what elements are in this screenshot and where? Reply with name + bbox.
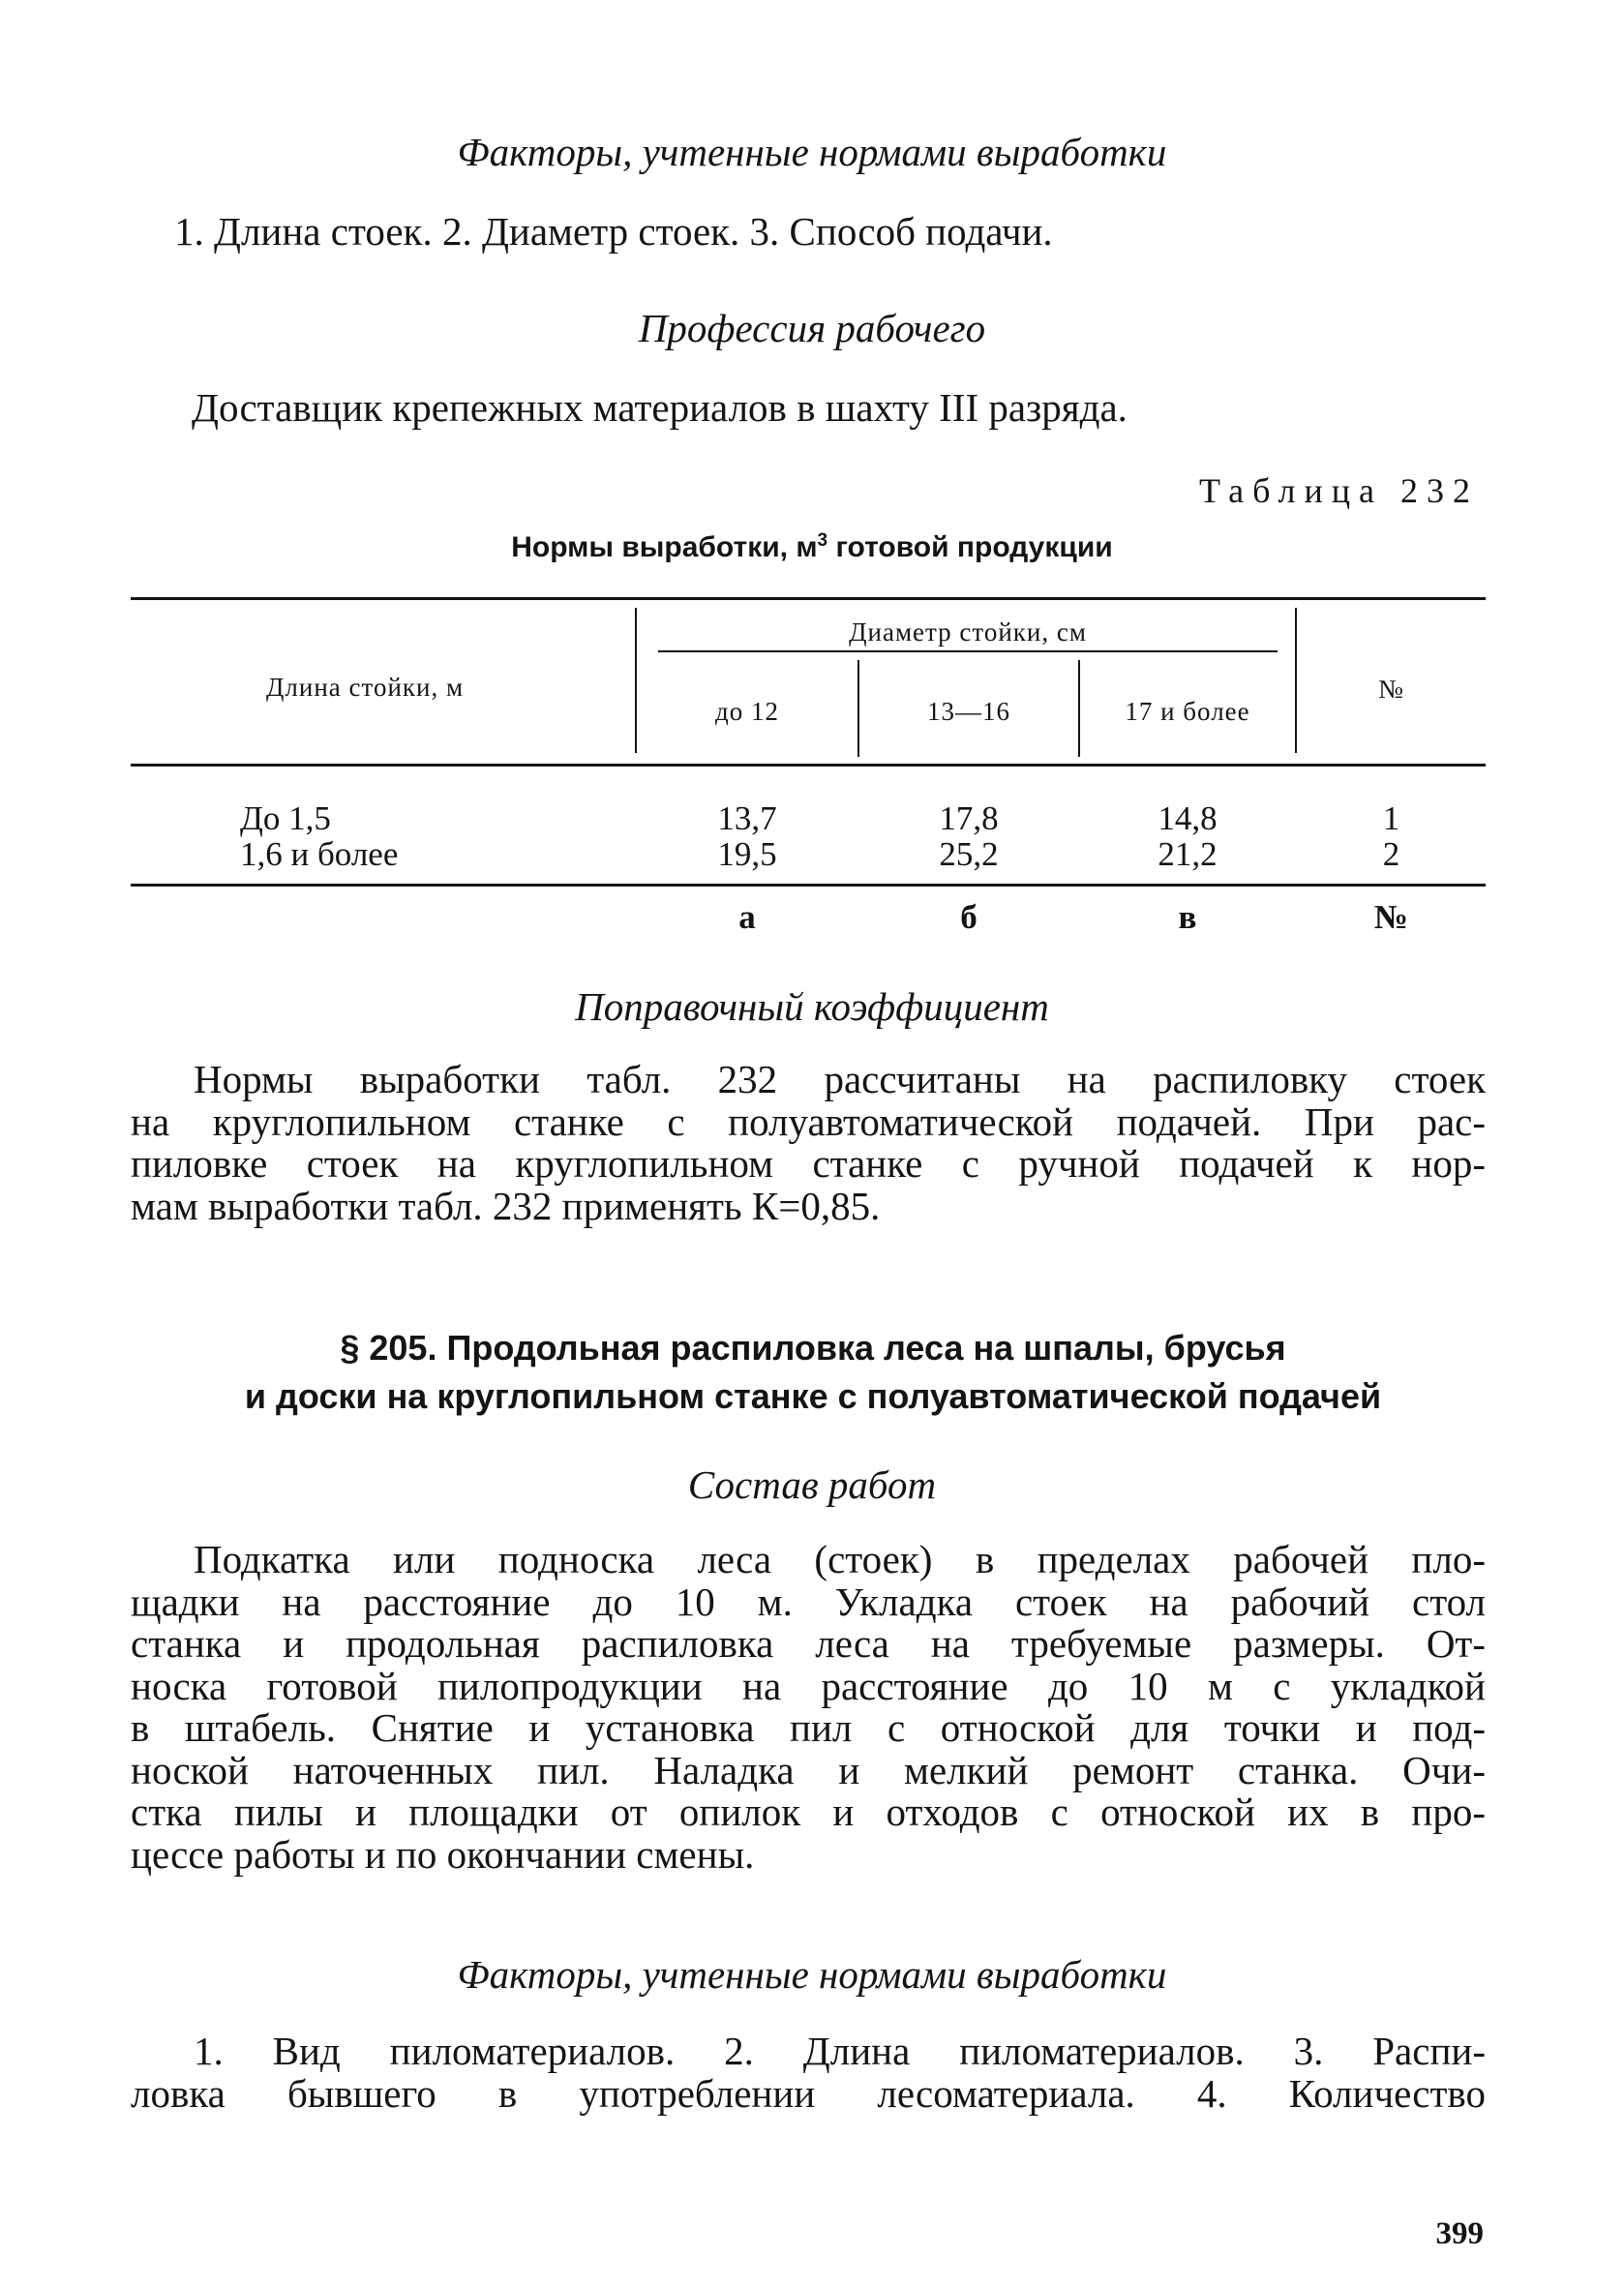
table-header-rule <box>131 764 1486 767</box>
table-caption-tail: готовой продукции <box>827 531 1113 563</box>
paragraph-line: ноской наточенных пил. Наладка и мелкий ремонт станка. Очи- <box>131 1747 1486 1792</box>
paragraph-line: цессе работы и по окончании смены. <box>131 1831 755 1877</box>
factors-heading-2: Факторы, учтенные нормами выработки <box>457 1952 1167 1997</box>
paragraph-line: в штабель. Снятие и установка пил с отноской для точки и под- <box>131 1705 1486 1750</box>
table-caption-text: Нормы выработки, м <box>511 531 818 563</box>
sub-header-col-c: 17 и более <box>1125 697 1250 726</box>
paragraph-line: Подкатка или подноска леса (стоек) в пределах рабочей пло- <box>194 1537 1486 1581</box>
row-number: 2 <box>1382 835 1400 873</box>
paragraph-line: станка и продольная распиловка леса на требуемые размеры. От- <box>131 1621 1486 1666</box>
factors-paragraph-2 <box>131 2031 1486 2115</box>
section-title <box>126 1324 1500 1421</box>
row-value-col-c: 14,8 <box>1158 799 1218 837</box>
coefficient-heading: Поправочный коэффициент <box>575 984 1049 1029</box>
factors-heading-1: Факторы, учтенные нормами выработки <box>457 130 1167 174</box>
section-title-line: и доски на круглопильном станке с полуавтоматической подачей <box>244 1376 1382 1416</box>
table-top-rule <box>131 597 1486 600</box>
paragraph-line: Нормы выработки табл. 232 рассчитаны на распиловку стоек <box>194 1057 1486 1101</box>
table-bottom-rule <box>131 884 1486 887</box>
page-number: 399 <box>1435 2216 1484 2251</box>
section-title-line: § 205. Продольная распиловка леса на шпалы, брусья <box>340 1328 1286 1368</box>
sub-header-col-b: 13—16 <box>927 697 1010 726</box>
paragraph-line: щадки на расстояние до 10 м. Укладка стоек на рабочий стол <box>131 1579 1486 1624</box>
column-letter-a: а <box>738 898 756 936</box>
factors-list-1: 1. Длина стоек. 2. Диаметр стоек. 3. Способ подачи. <box>174 209 1053 254</box>
row-length: До 1,5 <box>240 799 331 837</box>
diameter-underline <box>658 650 1278 652</box>
composition-heading: Состав работ <box>687 1462 937 1507</box>
paragraph-line: 1. Вид пиломатериалов. 2. Длина пиломатериалов. 3. Распи- <box>194 2029 1486 2073</box>
column-letter-number: № <box>1373 898 1409 936</box>
table-caption <box>0 530 1624 564</box>
paragraph-line: носка готовой пилопродукции на расстояние до 10 м с укладкой <box>131 1663 1486 1708</box>
profession-heading: Профессия рабочего <box>638 306 986 350</box>
row-number: 1 <box>1382 799 1400 837</box>
row-value-col-a: 19,5 <box>717 835 777 873</box>
sub-header-col-a: до 12 <box>715 697 779 726</box>
table-divider <box>635 608 637 753</box>
length-column-header: Длина стойки, м <box>266 673 465 702</box>
row-value-col-b: 25,2 <box>939 835 999 873</box>
profession-text: Доставщик крепежных материалов в шахту III разряда. <box>192 385 1128 430</box>
coefficient-paragraph <box>131 1059 1486 1227</box>
paragraph-line: пиловке стоек на круглопильном станке с ручной подачей к нор- <box>131 1141 1486 1186</box>
composition-paragraph <box>131 1539 1486 1876</box>
paragraph-line: стка пилы и площадки от опилок и отходов с отноской их в про- <box>131 1790 1486 1834</box>
paragraph-line: мам выработки табл. 232 применять К=0,85. <box>131 1183 881 1228</box>
row-value-col-b: 17,8 <box>939 799 999 837</box>
table-label: Таблица 232 <box>1199 471 1479 510</box>
diameter-column-header: Диаметр стойки, см <box>849 617 1087 647</box>
row-value-col-a: 13,7 <box>717 799 777 837</box>
row-length: 1,6 и более <box>240 835 399 873</box>
number-column-header: № <box>1378 675 1404 704</box>
column-letter-b: б <box>960 898 977 936</box>
column-letter-c: в <box>1178 898 1197 936</box>
table-caption-unit-exponent: 3 <box>817 530 828 551</box>
paragraph-line: ловка бывшего в употреблении лесоматериала. 4. Количество <box>131 2070 1486 2116</box>
row-value-col-c: 21,2 <box>1158 835 1218 873</box>
paragraph-line: на круглопильном станке с полуавтоматической подачей. При рас- <box>131 1098 1486 1144</box>
